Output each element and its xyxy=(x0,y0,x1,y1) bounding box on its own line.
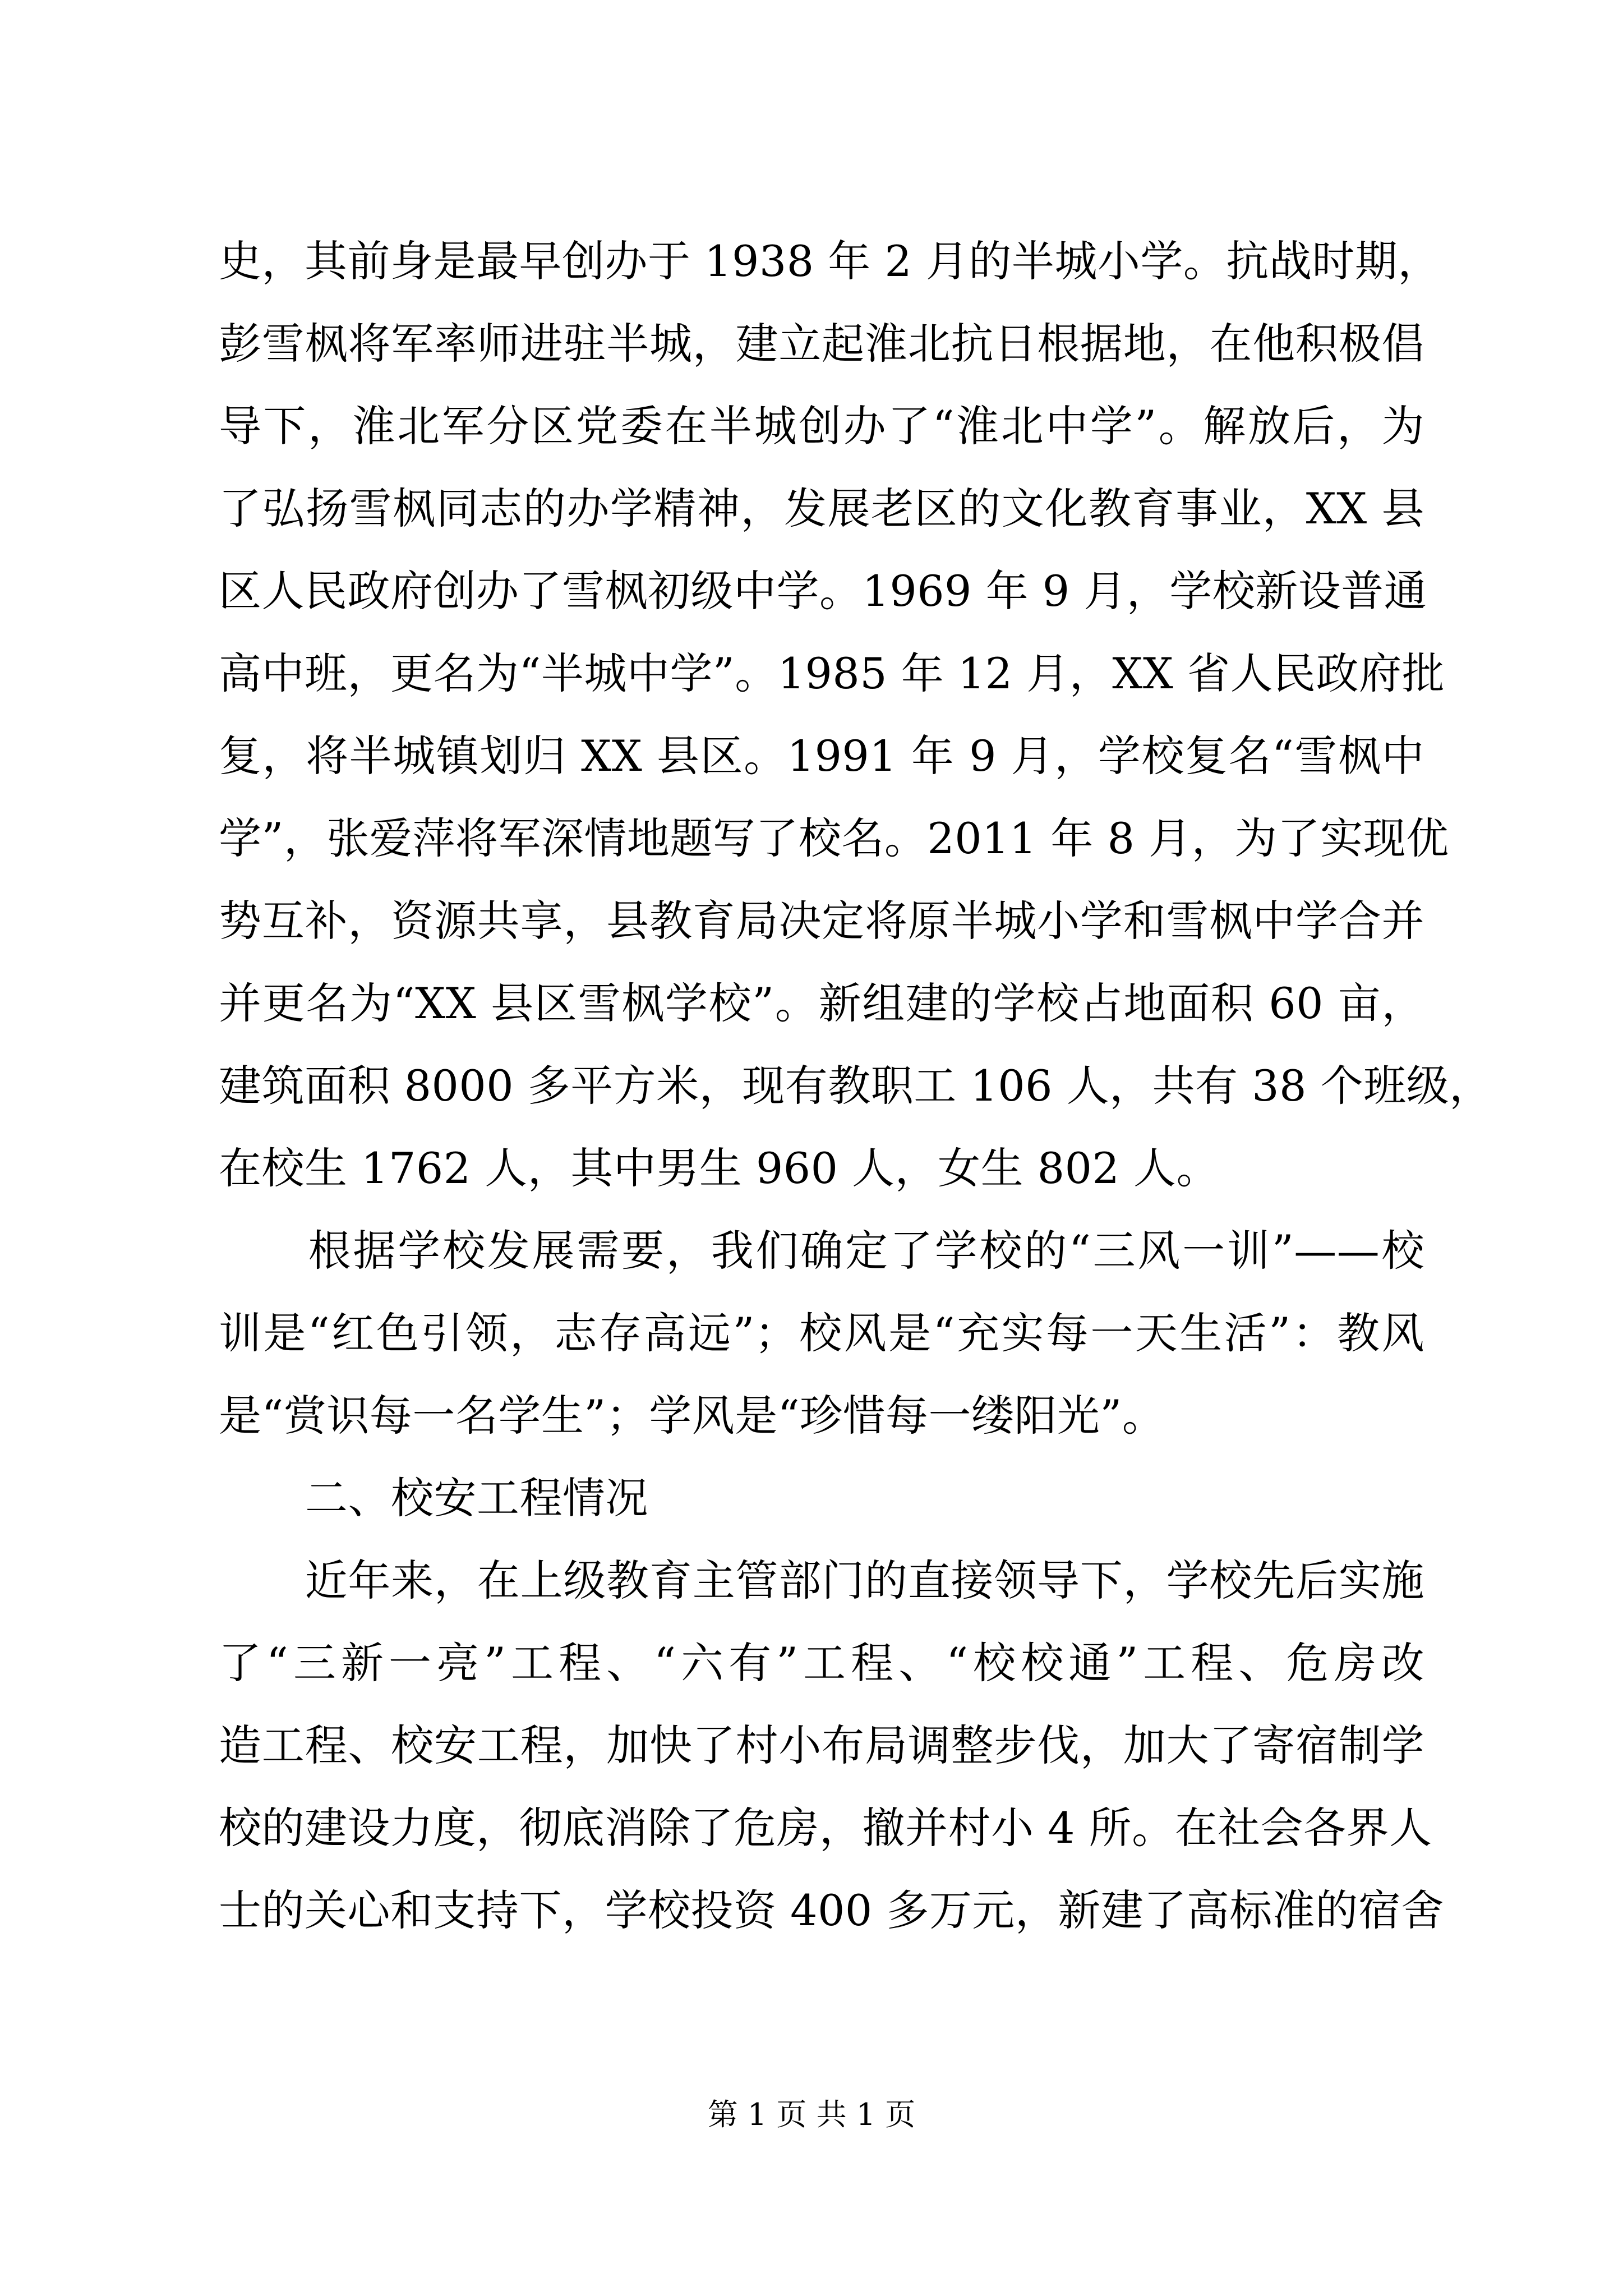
text-line: 并更名为“XX 县区雪枫学校”。新组建的学校占地面积 60 亩， xyxy=(219,978,1424,1028)
paragraph-safety-project xyxy=(219,1539,1444,1952)
text-line: 根据学校发展需要，我们确定了学校的“三风一训”——校 xyxy=(219,1226,1424,1276)
text-line: 建筑面积 8000 多平方米，现有教职工 106 人，共有 38 个班级， xyxy=(219,1061,1492,1111)
text-line: 复，将半城镇划归 XX 县区。1991 年 9 月，学校复名“雪枫中 xyxy=(219,731,1424,781)
text-line: 训是“红色引领，志存高远”；校风是“充实每一天生活”：教风 xyxy=(219,1308,1424,1358)
text-line: 史，其前身是最早创办于 1938 年 2 月的半城小学。抗战时期， xyxy=(219,236,1441,286)
text-line: 学”，张爱萍将军深情地题写了校名。2011 年 8 月，为了实现优 xyxy=(219,813,1449,863)
text-line: 造工程、校安工程，加快了村小布局调整步伐，加大了寄宿制学 xyxy=(219,1720,1424,1770)
paragraph-school-history xyxy=(219,220,1492,1209)
section-heading-text: 二、校安工程情况 xyxy=(305,1473,648,1523)
text-line: 了弘扬雪枫同志的办学精神，发展老区的文化教育事业，XX 县 xyxy=(219,484,1424,533)
paragraph-school-motto xyxy=(219,1209,1424,1457)
text-line: 校的建设力度，彻底消除了危房，撤并村小 4 所。在社会各界人 xyxy=(219,1803,1432,1853)
text-line: 高中班，更名为“半城中学”。1985 年 12 月，XX 省人民政府批 xyxy=(219,648,1445,698)
text-line: 在校生 1762 人，其中男生 960 人，女生 802 人。 xyxy=(219,1143,1219,1193)
text-line: 势互补，资源共享，县教育局决定将原半城小学和雪枫中学合并 xyxy=(219,896,1424,946)
text-line: 了“三新一亮”工程、“六有”工程、“校校通”工程、危房改 xyxy=(219,1638,1424,1688)
document-body xyxy=(219,220,1492,1952)
text-line: 是“赏识每一名学生”；学风是“珍惜每一缕阳光”。 xyxy=(219,1391,1165,1441)
page-footer: 第 1 页 共 1 页 xyxy=(707,2097,916,2132)
text-line: 士的关心和支持下，学校投资 400 多万元，新建了高标准的宿舍 xyxy=(219,1885,1444,1935)
section-heading xyxy=(219,1457,1424,1539)
text-line: 导下，淮北军分区党委在半城创办了“淮北中学”。解放后，为 xyxy=(219,401,1424,451)
text-line: 近年来，在上级教育主管部门的直接领导下，学校先后实施 xyxy=(219,1556,1424,1605)
text-line: 区人民政府创办了雪枫初级中学。1969 年 9 月，学校新设普通 xyxy=(219,566,1427,616)
text-line: 彭雪枫将军率师进驻半城，建立起淮北抗日根据地，在他积极倡 xyxy=(219,319,1424,369)
